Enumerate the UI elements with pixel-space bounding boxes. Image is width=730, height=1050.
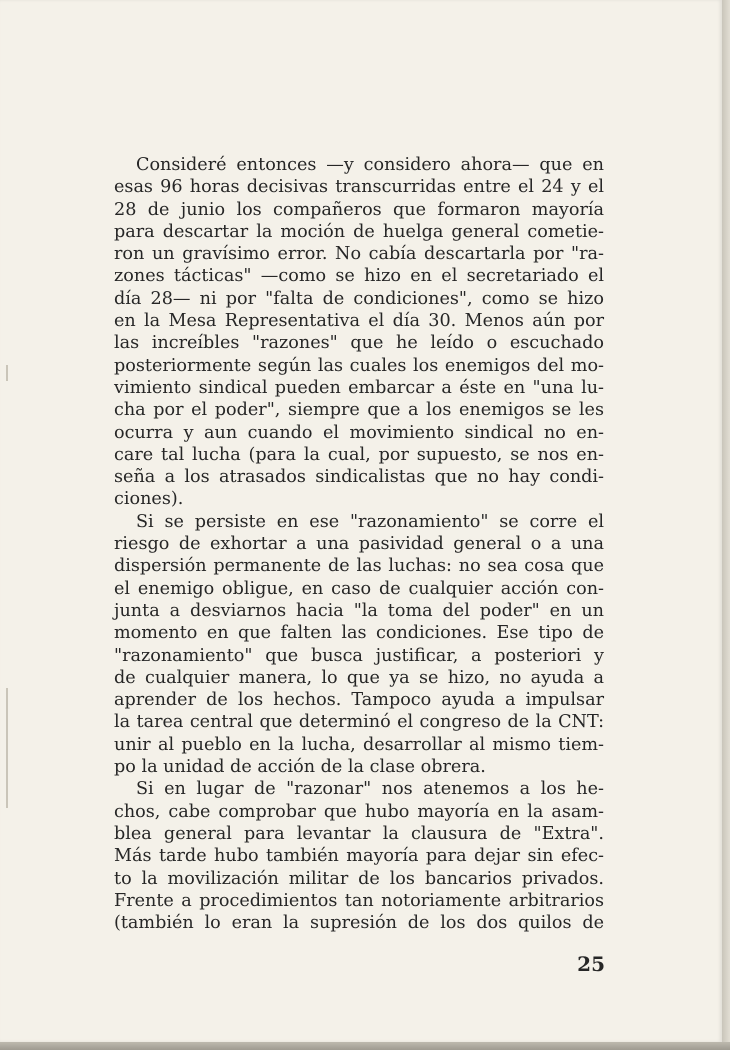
text-line: vimiento sindical pueden embarcar a éste en "una lu- [114, 377, 604, 398]
text-line: ocurra y aun cuando el movimiento sindical no en- [114, 422, 604, 443]
paragraph [114, 511, 604, 779]
text-line: seña a los atrasados sindicalistas que no hay condi- [114, 467, 604, 488]
text-line: esas 96 horas decisivas transcurridas entre el 24 y el [114, 177, 604, 198]
text-line: Consideré entonces —y considero ahora— que en [136, 155, 604, 175]
text-line: dispersión permanente de las luchas: no sea cosa que [114, 556, 604, 577]
page-edge-right [722, 0, 730, 1050]
text-line: junta a desviarnos hacia "la toma del poder" en un [114, 600, 604, 621]
text-line: las increíbles "razones" que he leído o escuchado [114, 333, 604, 354]
binding-mark-lower [6, 688, 18, 808]
text-line: la tarea central que determinó el congreso de la CNT: [114, 712, 604, 733]
text-line: care tal lucha (para la cual, por supuesto, se nos en- [114, 444, 604, 465]
text-line: chos, cabe comprobar que hubo mayoría en la asam- [114, 801, 604, 822]
text-line: to la movilización militar de los bancarios privados. [114, 868, 604, 889]
text-line: de cualquier manera, lo que ya se hizo, no ayuda a [114, 667, 604, 688]
body-text [114, 154, 604, 934]
page-edge-bottom [0, 1042, 730, 1050]
page-number: 25 [577, 952, 605, 976]
text-line: riesgo de exhortar a una pasividad general o a una [114, 534, 604, 555]
text-line: momento en que falten las condiciones. Ese tipo de [114, 623, 604, 644]
text-line: "razonamiento" que busca justificar, a posteriori y [114, 645, 604, 666]
text-line: ciones). [114, 489, 184, 510]
text-line: ron un gravísimo error. No cabía descartarla por "ra- [114, 244, 604, 265]
text-line: para descartar la moción de huelga general cometie- [114, 221, 604, 242]
text-line: unir al pueblo en la lucha, desarrollar al mismo tiem- [114, 734, 604, 755]
paragraph [114, 154, 604, 511]
paragraph [114, 778, 604, 934]
text-line: día 28— ni por "falta de condiciones", como se hizo [114, 288, 604, 309]
text-line: en la Mesa Representativa el día 30. Menos aún por [114, 311, 604, 332]
text-line: aprender de los hechos. Tampoco ayuda a impulsar [114, 690, 604, 711]
text-line: Si en lugar de "razonar" nos atenemos a los he- [136, 779, 604, 800]
binding-mark-upper [6, 365, 18, 381]
text-line: 28 de junio los compañeros que formaron mayoría [114, 199, 604, 220]
text-line: blea general para levantar la clausura de "Extra". [114, 823, 604, 844]
text-line: Más tarde hubo también mayoría para dejar sin efec- [114, 846, 604, 867]
text-line: (también lo eran la supresión de los dos quilos de [114, 913, 604, 934]
text-line: el enemigo obligue, en caso de cualquier acción con- [114, 578, 604, 599]
text-line: Frente a procedimientos tan notoriamente arbitrarios [114, 890, 604, 911]
text-line: posteriormente según las cuales los enemigos del mo- [114, 355, 604, 376]
text-line: zones tácticas" —como se hizo en el secretariado el [114, 266, 604, 287]
text-line: cha por el poder", siempre que a los enemigos se les [114, 400, 604, 421]
text-line: po la unidad de acción de la clase obrera. [114, 757, 486, 778]
text-line: Si se persiste en ese "razonamiento" se corre el [136, 511, 604, 532]
